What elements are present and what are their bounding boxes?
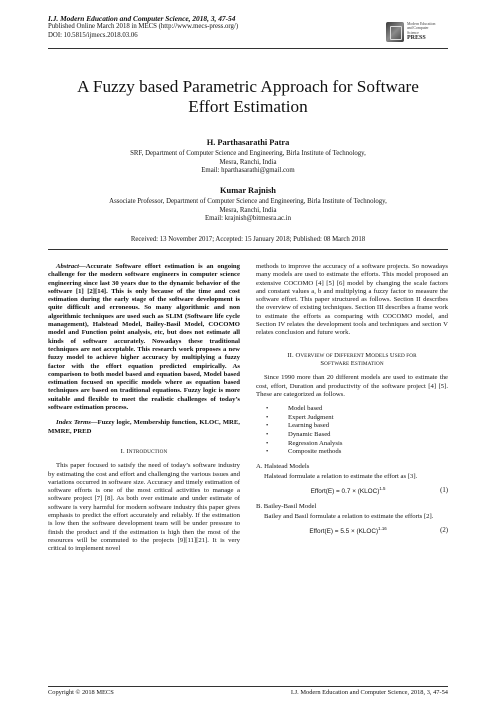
journal-name: I.J. Modern Education and Computer Science, 2018, 3, 47-54 bbox=[48, 14, 236, 23]
model-category-list bbox=[266, 405, 448, 457]
heading-part: M bbox=[365, 351, 372, 359]
affiliation-line: Mesra, Ranchi, India bbox=[219, 206, 277, 214]
section-numeral: I. bbox=[120, 447, 127, 455]
list-item: • Regression Analysis bbox=[266, 440, 448, 449]
heading-part: IFFERENT bbox=[338, 352, 366, 359]
heading-part: S bbox=[320, 359, 325, 367]
equation-lhs: Effort(E) = 5.5 × (KLOC) bbox=[309, 528, 379, 536]
mecs-logo bbox=[386, 20, 448, 44]
abstract bbox=[48, 263, 240, 412]
equation-number: (2) bbox=[440, 526, 448, 534]
heading-part: VERVIEW OF bbox=[300, 352, 335, 359]
logo-text bbox=[407, 22, 435, 43]
received-dates: Received: 13 November 2017; Accepted: 15 January 2018; Published: 08 March 2018 bbox=[130, 236, 366, 243]
author-affiliation bbox=[48, 198, 448, 224]
equation-exponent: 1.16 bbox=[378, 526, 387, 532]
introduction-text: This paper focused to satisfy the need of today’s software industry by estimating the cost and effort and challenging the various issues and variations occurred in software size. Accuracy and timely estimation of software efforts is one of the most critical activities to manage a software project [7] [8]. As both over estimate and under estimate of software is very harmful for modern software industry this paper gives emphasis to predict the effort accurately and reliably. If the estimation is low then the software development team will be under pressure to finish the product and if the estimation is high then the most of the resources will be commuted to the projects [9][11][21]. It is very critical to implement novel bbox=[48, 462, 240, 553]
section-heading-overview bbox=[256, 352, 448, 369]
logo-brand: PRESS bbox=[407, 35, 426, 42]
dates-rule bbox=[48, 249, 448, 250]
mecs-logo-icon bbox=[386, 22, 404, 42]
list-item: • Composite methods bbox=[266, 448, 448, 457]
logo-line: and Computer bbox=[407, 26, 429, 31]
logo-line: Modern Education bbox=[407, 21, 436, 26]
section-numeral: II. bbox=[287, 351, 296, 359]
list-item: • Dynamic Based bbox=[266, 431, 448, 440]
footer-copyright: Copyright © 2018 MECS bbox=[48, 689, 114, 696]
footer-citation: I.J. Modern Education and Computer Science, 2018, 3, 47-54 bbox=[290, 689, 448, 696]
section-heading-introduction bbox=[48, 448, 240, 456]
heading-part: SED FOR bbox=[394, 352, 417, 359]
doi: DOI: 10.5815/ijmecs.2018.03.06 bbox=[48, 31, 138, 39]
equation-2 bbox=[256, 525, 448, 536]
author-name: Kumar Rajnish bbox=[220, 186, 276, 195]
title-line: A Fuzzy based Parametric Approach for Software bbox=[77, 77, 419, 96]
publication-info: Published Online March 2018 in MECS (http://www.mecs-press.org/) bbox=[48, 23, 239, 30]
heading-rest: NTRODUCTION bbox=[128, 448, 168, 455]
equation-expression bbox=[256, 485, 440, 496]
affiliation-line: Associate Professor, Department of Computer Science and Engineering, Birla Institute of Technology, bbox=[109, 198, 387, 205]
equation-number: (1) bbox=[440, 486, 448, 494]
index-terms bbox=[48, 419, 240, 436]
index-terms-dash: — bbox=[90, 419, 98, 427]
author-email: Email: krajnish@bitmesra.ac.in bbox=[204, 215, 292, 223]
paper-title bbox=[48, 77, 448, 117]
logo-line: Science bbox=[407, 30, 419, 35]
equation-lhs: Effort(E) = 0.7 × (KLOC) bbox=[310, 488, 380, 496]
page-footer bbox=[48, 689, 448, 696]
affiliation-line: SRF, Department of Computer Science and Engineering, Birla Institute of Technology, bbox=[130, 150, 366, 157]
author-name: H. Parthasarathi Patra bbox=[206, 138, 290, 147]
abstract-text: Accurate Software effort estimation is an ongoing challenge for the modern software engineers in computer science engineering since last 30 years due to the dynamic behavior of the software [1] [2][14]. This is only because of the time and cost estimation during the early stage of the software development is quite difficult and erroneous. So many algorithmic and non algorithmic techniques are used such as SLIM (Software life cycle management), Halstead Model, Bailey-Basil Model, COCOMO model and Function point analysis, etc, but does not estimate all kinds of software accurately. Nowadays these traditional techniques are not acceptable. This research work proposes a new fuzzy model to achieve higher accuracy by multiplying a fuzzy factor with the effort equation predicted empirically. As comparison to both model based and equation based, Model based estimation focused on specific models where as equation based techniques are based on traditional equations. Fuzzy logic is more suitable and flexible to meet the realistic challenges of today’s software estimation process. bbox=[48, 263, 240, 412]
equation-1 bbox=[256, 485, 448, 496]
heading-part: U bbox=[389, 351, 395, 359]
author-email: Email: hparthasarathi@gmail.com bbox=[201, 167, 295, 175]
subsection-heading-bailey-basil: B. Bailey-Basil Model bbox=[256, 502, 317, 510]
abstract-label: Abstract bbox=[56, 263, 80, 270]
equation-exponent: 1.5 bbox=[379, 486, 386, 492]
heading-initial: I bbox=[126, 447, 129, 455]
equation-expression bbox=[256, 525, 440, 536]
left-column bbox=[48, 263, 240, 554]
halstead-text: Halstead formulate a relation to estimate the effort as [3]. bbox=[264, 473, 418, 481]
index-terms-text: Fuzzy logic, Membership function, KLOC, MRE, MMRE, PRED bbox=[48, 419, 240, 435]
header-rule bbox=[48, 48, 448, 49]
list-item: • Model based bbox=[266, 405, 448, 414]
heading-part: STIMATION bbox=[354, 360, 384, 367]
abstract-dash: — bbox=[79, 263, 86, 270]
index-terms-label: Index Terms bbox=[56, 419, 91, 427]
footer-rule bbox=[48, 686, 448, 687]
heading-part: OFTWARE bbox=[324, 360, 351, 367]
heading-part: ODELS bbox=[371, 352, 390, 359]
heading-part: D bbox=[334, 351, 339, 359]
heading-part: O bbox=[295, 351, 301, 359]
affiliation-line: Mesra, Ranchi, India bbox=[219, 158, 277, 166]
right-column bbox=[256, 263, 448, 543]
overview-text: Since 1990 more than 20 different models are used to estimate the cost, effort, Duration and productivity of the software project [4] [5]. These are categorized as follows. bbox=[256, 374, 448, 398]
list-item: • Expert Judgment bbox=[266, 414, 448, 423]
heading-part: E bbox=[350, 359, 355, 367]
introduction-continued: methods to improve the accuracy of a software projects. So nowadays many models are used to estimate the efforts. This model proposed an extensive COCOMO [4] [5] [6] model by changing the scale factors and constant values a, b and multiplying a fuzzy factor to measure the software effort. This paper structured as follows. Section II describes the overview of existing techniques. Section III describes a frame work to estimate the efforts as comparing with COCOMO model, and Section IV relates the development tools and techniques and section V relates conclusion and future work. bbox=[256, 263, 448, 337]
author-affiliation bbox=[48, 150, 448, 176]
bailey-basil-text: Bailey and Basil formulate a relation to estimate the efforts [2]. bbox=[264, 513, 434, 521]
list-item: • Learning based bbox=[266, 422, 448, 431]
title-line: Effort Estimation bbox=[188, 97, 308, 116]
subsection-heading-halstead: A. Halstead Models bbox=[256, 462, 310, 470]
